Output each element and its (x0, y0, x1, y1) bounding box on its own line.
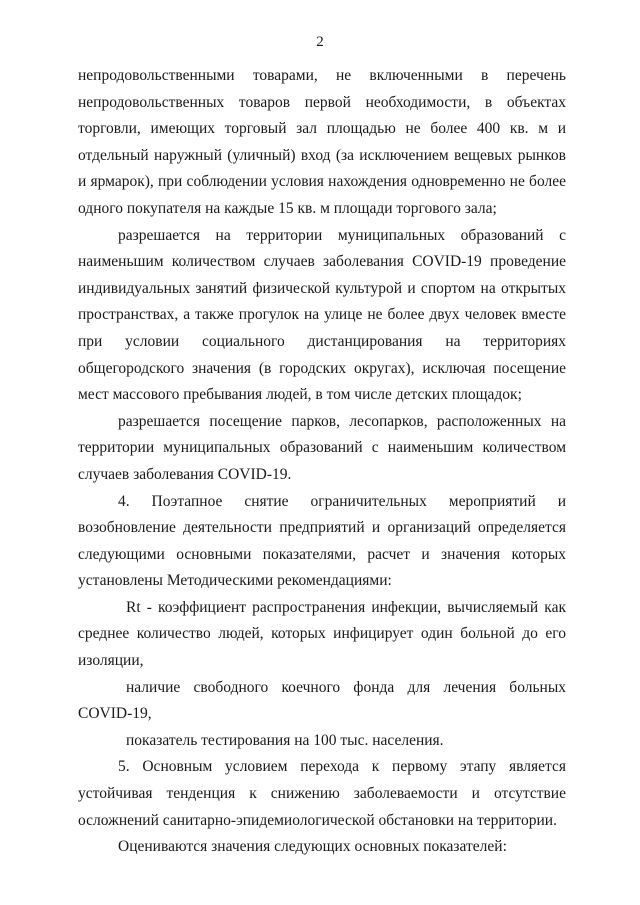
page-number: 2 (316, 34, 324, 50)
paragraph-indicators-intro: Оцениваются значения следующих основных показателей: (118, 838, 507, 856)
paragraph-rt-coefficient: Rt - коэффициент распространения инфекции, вычисляемый как среднее количество людей, которых инфицирует один больной до его изоляции, (78, 598, 566, 670)
document-body (78, 63, 566, 861)
paragraph-testing-rate: показатель тестирования на 100 тыс. населения. (126, 731, 444, 749)
paragraph-item-5: 5. Основным условием перехода к первому этапу является устойчивая тенденция к снижению заболеваемости и отсутствие осложнений санитарно-эпидемиологической обстановки на территории. (78, 758, 566, 829)
paragraph-bed-capacity: наличие свободного коечного фонда для лечения больных COVID-19, (78, 678, 566, 723)
paragraph-item-4: 4. Поэтапное снятие ограничительных мероприятий и возобновление деятельности предприятий и организаций определяется следующими основными показателями, расчет и значения которых установлены Методическими рекомендациями: (78, 492, 566, 590)
paragraph-sports-walks: разрешается на территории муниципальных образований с наименьшим количеством случаев заболевания COVID-19 проведение индивидуальных занятий физической культурой и спортом на открытых пространствах, а также прогулок на улице не более двух человек вместе при условии социального дистанцирования на территориях общегородского значения (в городских округах), исключая посещение мест массового пребывания людей, в том числе детских площадок; (78, 226, 566, 404)
paragraph-continuation: непродовольственными товарами, не включенными в перечень непродовольственных товаров первой необходимости, в объектах торговли, имеющих торговый зал площадью не более 400 кв. м и отдельный наружный (уличный) вход (за исключением вещевых рынков и ярмарок), при соблюдении условия нахождения одновременно не более одного покупателя на каждые 15 кв. м площади торгового зала; (78, 67, 566, 217)
paragraph-parks: разрешается посещение парков, лесопарков, расположенных на территории муниципальных образований с наименьшим количеством случаев заболевания COVID-19. (78, 412, 566, 483)
